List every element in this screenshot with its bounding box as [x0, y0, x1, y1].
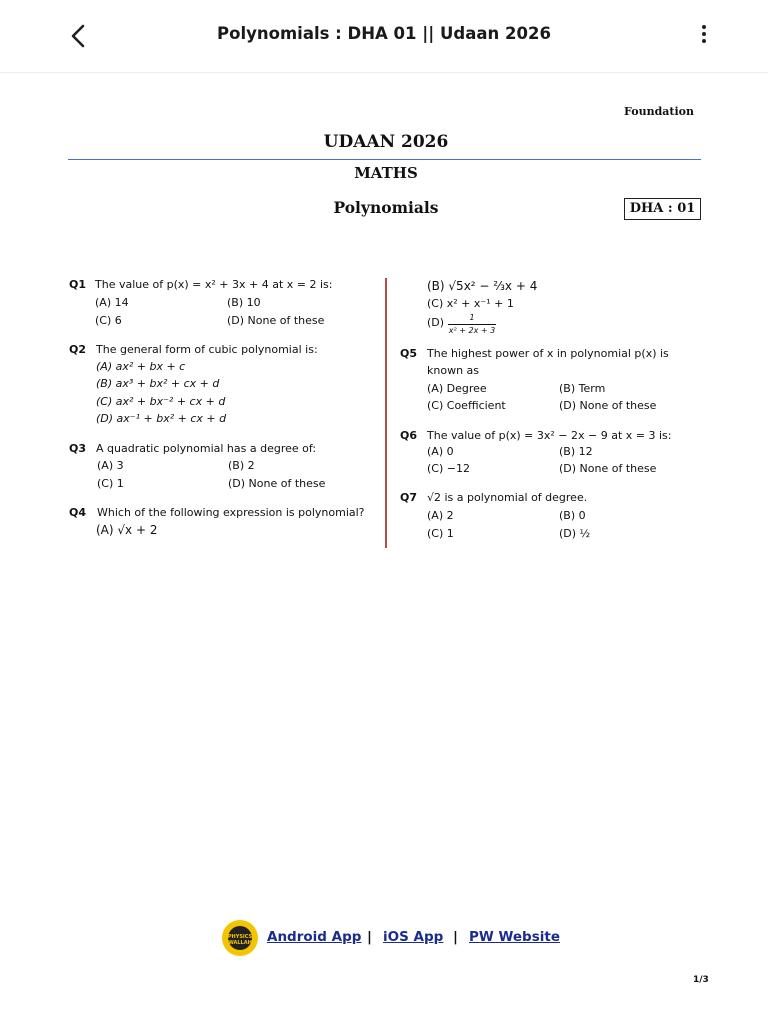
ios-app-link[interactable]: iOS App	[383, 929, 444, 945]
pw-logo	[222, 920, 258, 956]
pw-website-link[interactable]: PW Website	[469, 929, 560, 945]
course-title: UDAAN 2026	[323, 132, 449, 152]
question-text-continued: known as	[427, 364, 480, 377]
option-b: (B) 2	[228, 459, 255, 472]
option-b: (B) √5x² − ⅔x + 4	[427, 279, 538, 293]
option-d: (D) None of these	[228, 477, 326, 490]
page-number: 1/3	[693, 975, 709, 985]
question-text: √2 is a polynomial of degree.	[427, 491, 588, 504]
question-text: The highest power of x in polynomial p(x) is	[427, 347, 669, 360]
app-bar	[0, 0, 768, 73]
option-a: (A) 14	[95, 296, 129, 309]
question-text: The value of p(x) = x² + 3x + 4 at x = 2 is:	[95, 278, 333, 291]
option-a: (A) Degree	[427, 382, 487, 395]
question-number: Q7	[400, 491, 418, 504]
chapter-title: Polynomials	[333, 198, 439, 217]
question-number: Q1	[69, 278, 87, 291]
question-text: A quadratic polynomial has a degree of:	[96, 442, 317, 455]
option-b: (B) 12	[559, 445, 593, 458]
option-d: (D) None of these	[559, 399, 657, 412]
column-divider	[385, 278, 387, 548]
option-b: (B) ax³ + bx² + cx + d	[96, 377, 220, 390]
option-c: (C) Coefficient	[427, 399, 506, 412]
option-a: (A) 3	[97, 459, 124, 472]
option-a: (A) √x + 2	[96, 523, 158, 537]
separator: |	[367, 929, 372, 945]
option-d: (D) None of these	[559, 462, 657, 475]
dha-code-box: DHA : 01	[624, 198, 701, 220]
question-number: Q6	[400, 429, 418, 442]
option-d: (D) ½	[559, 527, 591, 540]
option-a: (A) 0	[427, 445, 454, 458]
subject-title: MATHS	[354, 164, 418, 182]
option-d: (D) None of these	[227, 314, 325, 327]
option-c: (C) 1	[427, 527, 454, 540]
header-divider	[68, 159, 701, 160]
option-d-numerator: 1	[469, 313, 475, 322]
option-d-denominator: x² + 2x + 3	[448, 326, 496, 335]
option-d: (D) ax⁻¹ + bx² + cx + d	[96, 412, 227, 425]
option-c: (C) ax² + bx⁻² + cx + d	[96, 395, 226, 408]
question-number: Q4	[69, 506, 87, 519]
option-c: (C) 1	[97, 477, 124, 490]
option-b: (B) 10	[227, 296, 261, 309]
option-c: (C) 6	[95, 314, 122, 327]
document-title: Polynomials : DHA 01 || Udaan 2026	[217, 24, 551, 43]
question-text: Which of the following expression is polynomial?	[97, 506, 365, 519]
option-d-label: (D)	[427, 316, 445, 329]
foundation-label: Foundation	[624, 105, 694, 118]
option-b: (B) 0	[559, 509, 586, 522]
question-number: Q3	[69, 442, 87, 455]
option-c: (C) x² + x⁻¹ + 1	[427, 297, 514, 310]
pw-logo-text: PHYSICS WALLAH	[227, 934, 253, 946]
more-options-icon[interactable]	[694, 22, 714, 50]
option-a: (A) 2	[427, 509, 454, 522]
option-c: (C) −12	[427, 462, 470, 475]
option-a: (A) ax² + bx + c	[96, 360, 186, 373]
fraction-bar	[448, 324, 496, 325]
question-text: The general form of cubic polynomial is:	[96, 343, 318, 356]
option-b: (B) Term	[559, 382, 606, 395]
question-number: Q5	[400, 347, 418, 360]
separator: |	[453, 929, 458, 945]
android-app-link[interactable]: Android App	[267, 929, 362, 945]
question-text: The value of p(x) = 3x² − 2x − 9 at x = 3 is:	[427, 429, 672, 442]
question-number: Q2	[69, 343, 87, 356]
